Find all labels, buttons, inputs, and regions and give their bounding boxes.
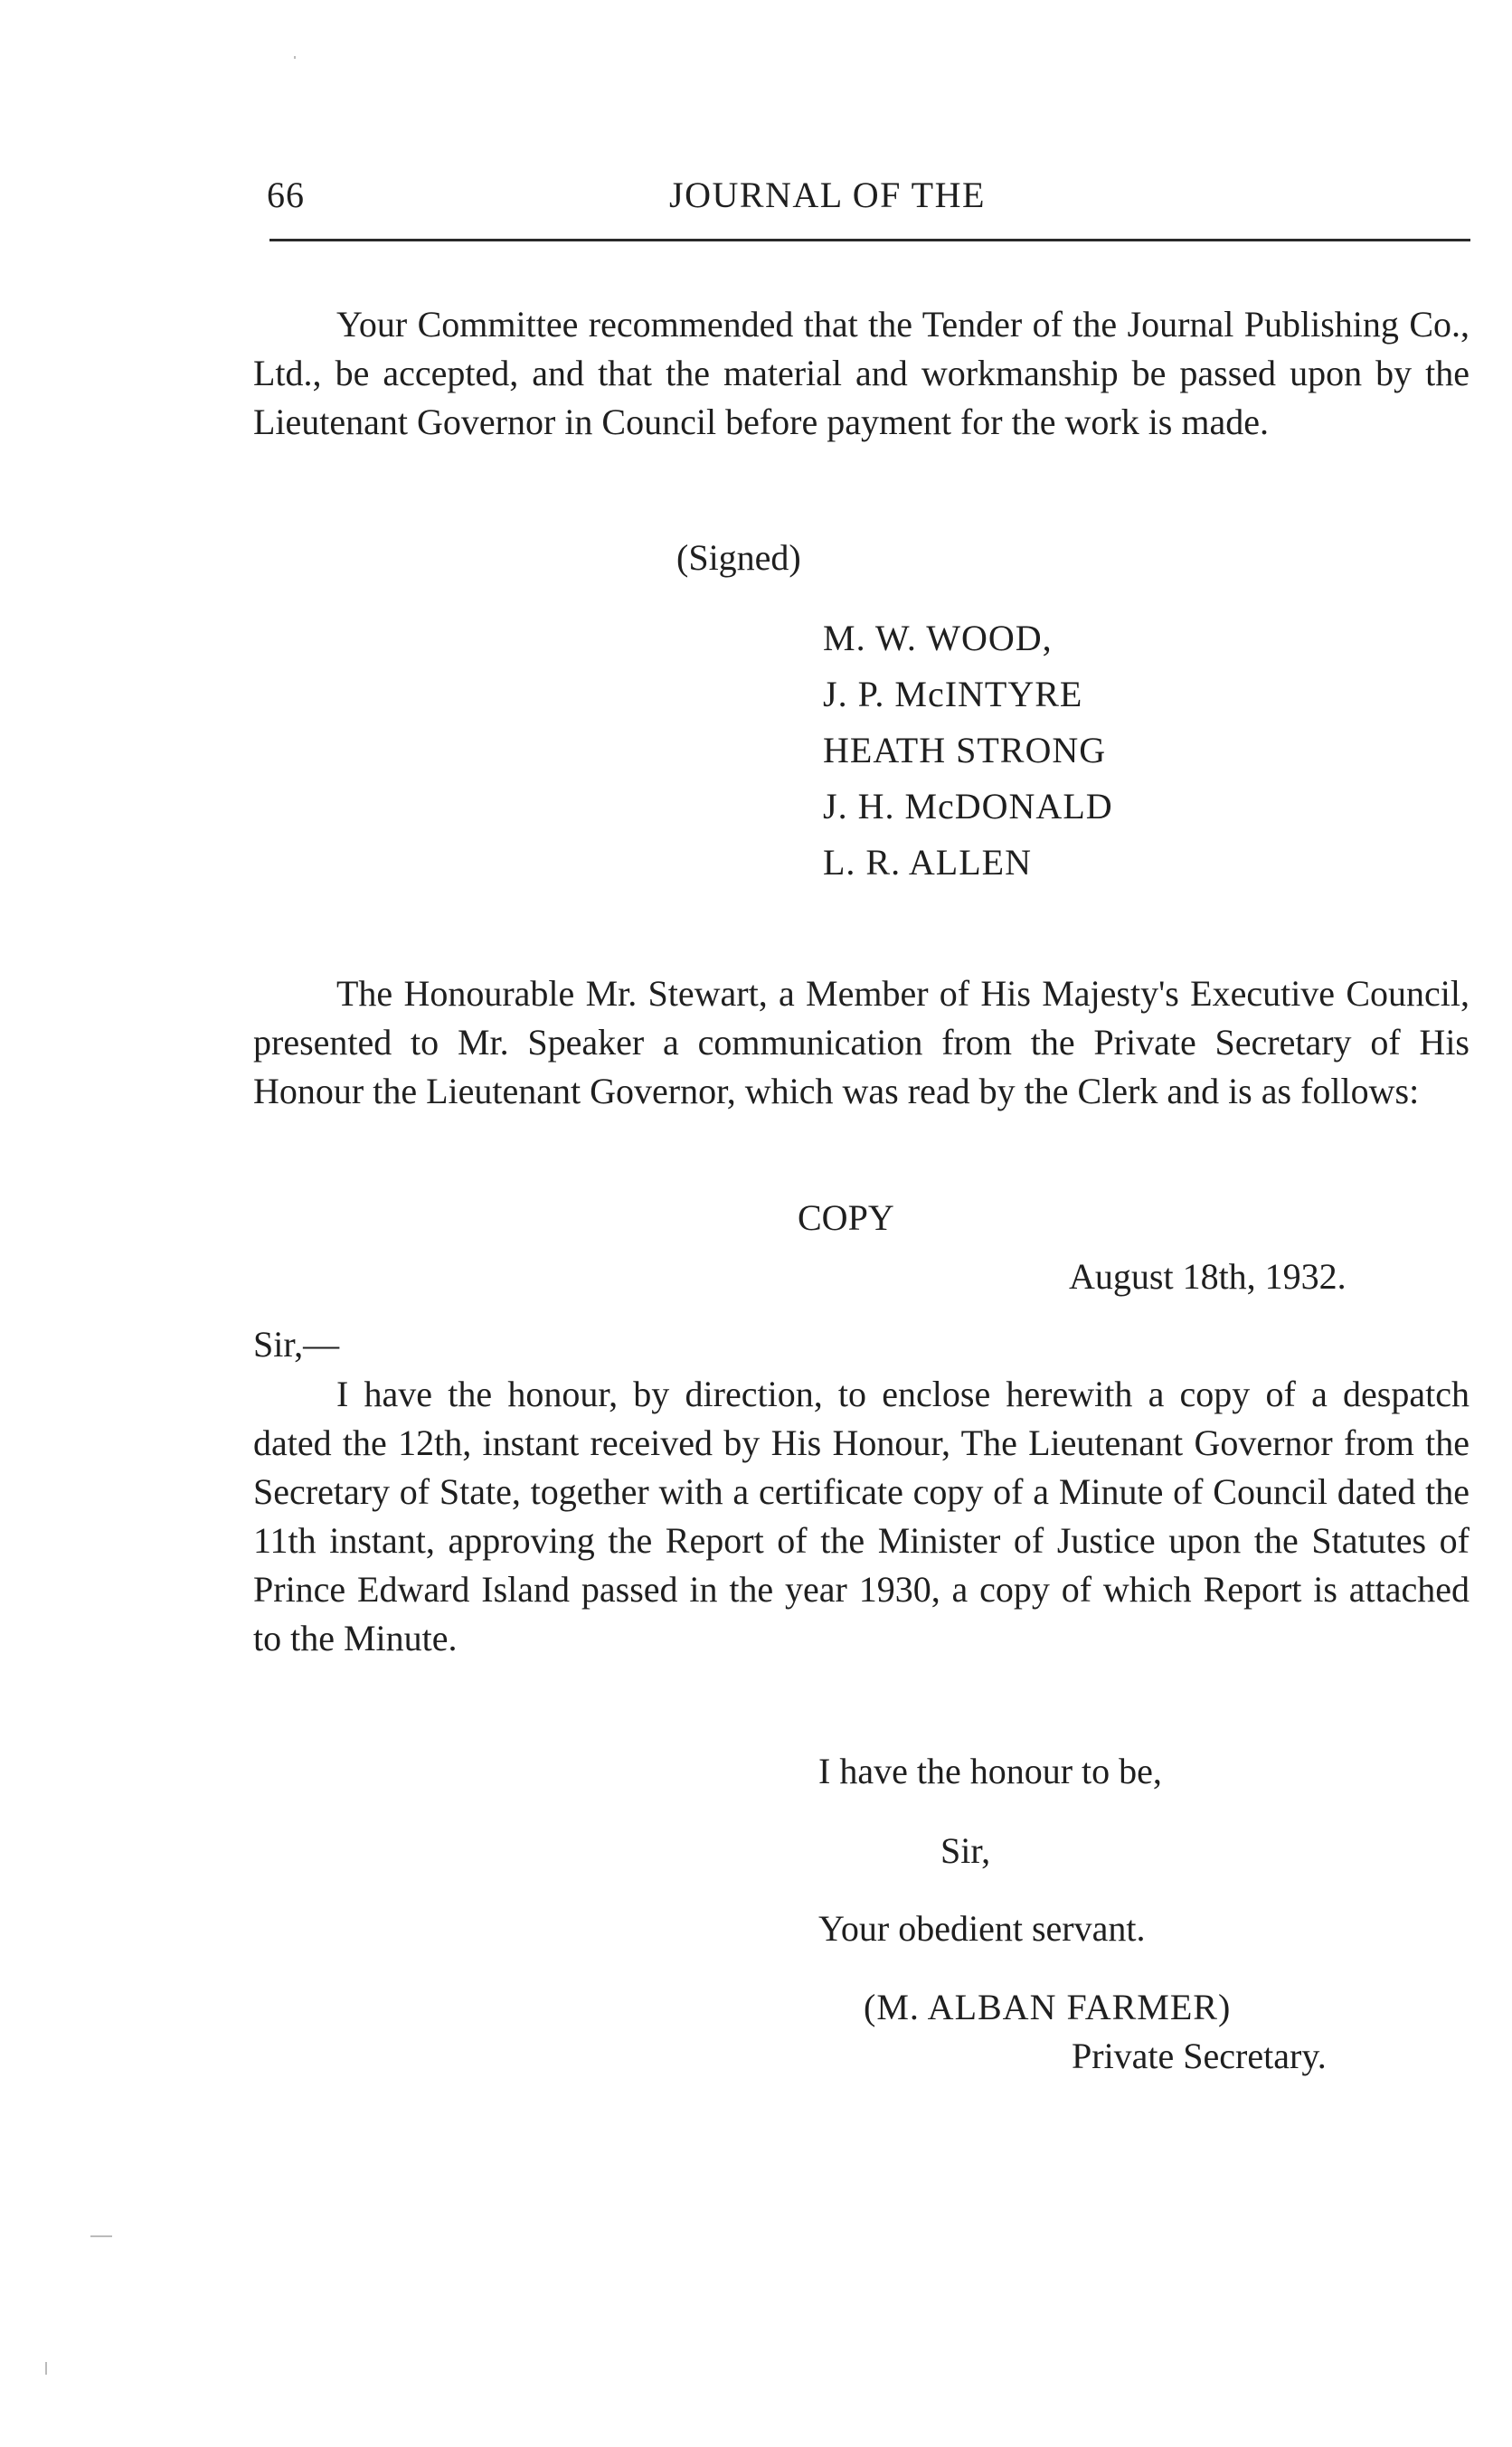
committee-paragraph: Your Committee recommended that the Tender of the Journal Publishing Co., Ltd., be accepted, and that the material and workmanship be passed upon by the Lieutenant Governor in Council before payment for the work is made. bbox=[253, 304, 1469, 442]
page-number: 66 bbox=[267, 175, 305, 215]
signature-title: Private Secretary. bbox=[1072, 2036, 1327, 2076]
signers-list bbox=[823, 610, 1113, 891]
signer-name: M. W. WOOD, bbox=[823, 618, 1053, 658]
signature-name: (M. ALBAN FARMER) bbox=[864, 1987, 1232, 2027]
letter-closing-sir: Sir, bbox=[940, 1830, 991, 1871]
letter-closing-servant: Your obedient servant. bbox=[818, 1908, 1146, 1949]
signed-label: (Signed) bbox=[676, 537, 801, 578]
header-rule bbox=[269, 239, 1470, 241]
page-header bbox=[267, 174, 1474, 228]
scan-speck bbox=[294, 56, 296, 59]
scan-speck bbox=[90, 2235, 112, 2237]
letter-closing: I have the honour to be, bbox=[818, 1751, 1162, 1791]
scan-speck bbox=[45, 2362, 47, 2375]
signer-name: HEATH STRONG bbox=[823, 730, 1107, 770]
signer-name: J. H. McDONALD bbox=[823, 786, 1113, 827]
copy-label: COPY bbox=[798, 1197, 894, 1238]
signer-name: L. R. ALLEN bbox=[823, 842, 1032, 883]
signer-name: J. P. McINTYRE bbox=[823, 674, 1083, 714]
running-head: JOURNAL OF THE bbox=[669, 175, 986, 215]
letter-date: August 18th, 1932. bbox=[1069, 1256, 1347, 1297]
letter-salutation: Sir,— bbox=[253, 1324, 340, 1365]
letter-body: I have the honour, by direction, to enclose herewith a copy of a despatch dated the 12th, instant received by His Honour, The Lieutenant Governor from the Secretary of State, together with a certificate copy of a Minute of Council dated the 11th instant, approving the Report of the Minister of Justice upon the Statutes of Prince Edward Island passed in the year 1930, a copy of which Report is attached to the Minute. bbox=[253, 1374, 1469, 1658]
communication-paragraph: The Honourable Mr. Stewart, a Member of His Majesty's Executive Council, presented to Mr. Speaker a communication from the Private Secretary of His Honour the Lieutenant Governor, which was read by the Clerk and is as follows: bbox=[253, 973, 1469, 1111]
